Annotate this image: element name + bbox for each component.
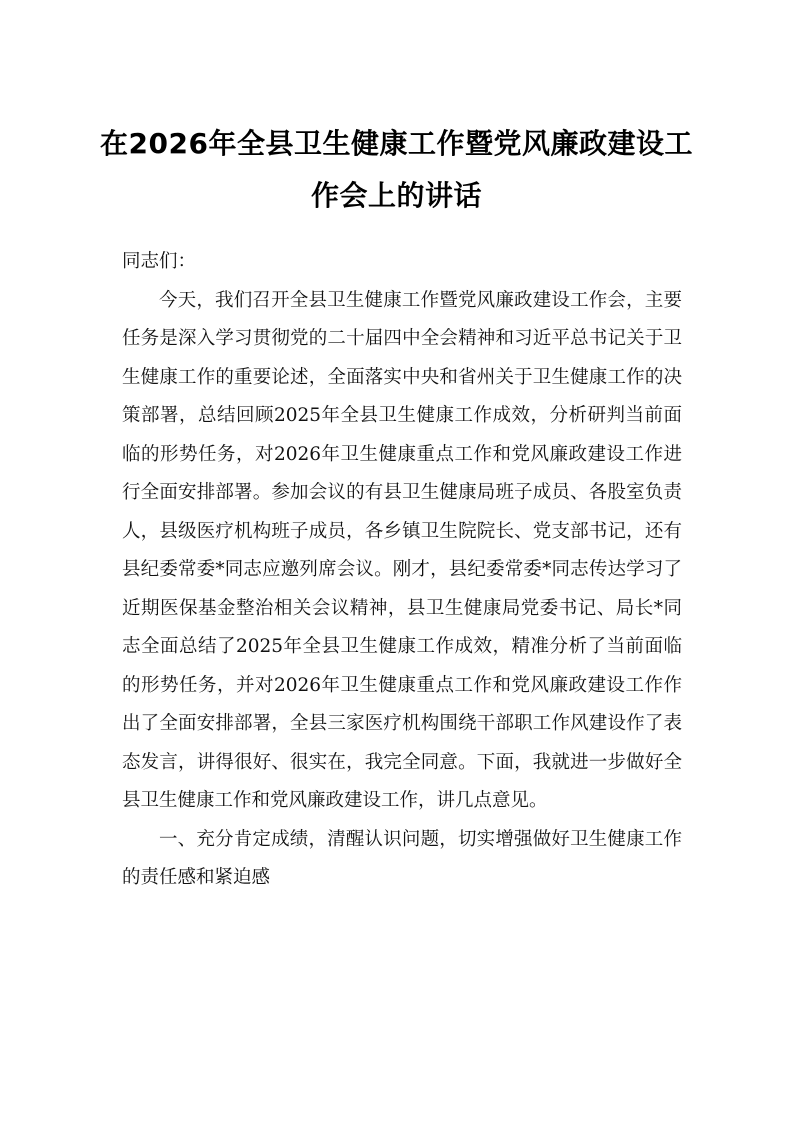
section-heading: 一、充分肯定成绩，清醒认识问题，切实增强做好卫生健康工作的责任感和紧迫感 [122, 828, 682, 888]
document-title: 在2026年全县卫生健康工作暨党风廉政建设工作会上的讲话 [100, 127, 693, 212]
document-body [122, 243, 682, 898]
salutation: 同志们： [122, 251, 197, 272]
body-paragraph: 今天，我们召开全县卫生健康工作暨党风廉政建设工作会，主要任务是深入学习贯彻党的二十届四中全会精神和习近平总书记关于卫生健康工作的重要论述，全面落实中央和省州关于卫生健康工作的决策部署，总结回顾2025年全县卫生健康工作成效，分析研判当前面临的形势任务，对2026年卫生健康重点工作和党风廉政建设工作进行全面安排部署。参加会议的有县卫生健康局班子成员、各股室负责人，县级医疗机构班子成员，各乡镇卫生院院长、党支部书记，还有县纪委常委*同志应邀列席会议。刚才，县纪委常委*同志传达学习了近期医保基金整治相关会议精神，县卫生健康局党委书记、局长*同志全面总结了2025年全县卫生健康工作成效，精准分析了当前面临的形势任务，并对2026年卫生健康重点工作和党风廉政建设工作作出了全面安排部署，全县三家医疗机构围绕干部职工作风建设作了表态发言，讲得很好、很实在，我完全同意。下面，我就进一步做好全县卫生健康工作和党风廉政建设工作，讲几点意见。 [122, 289, 682, 811]
